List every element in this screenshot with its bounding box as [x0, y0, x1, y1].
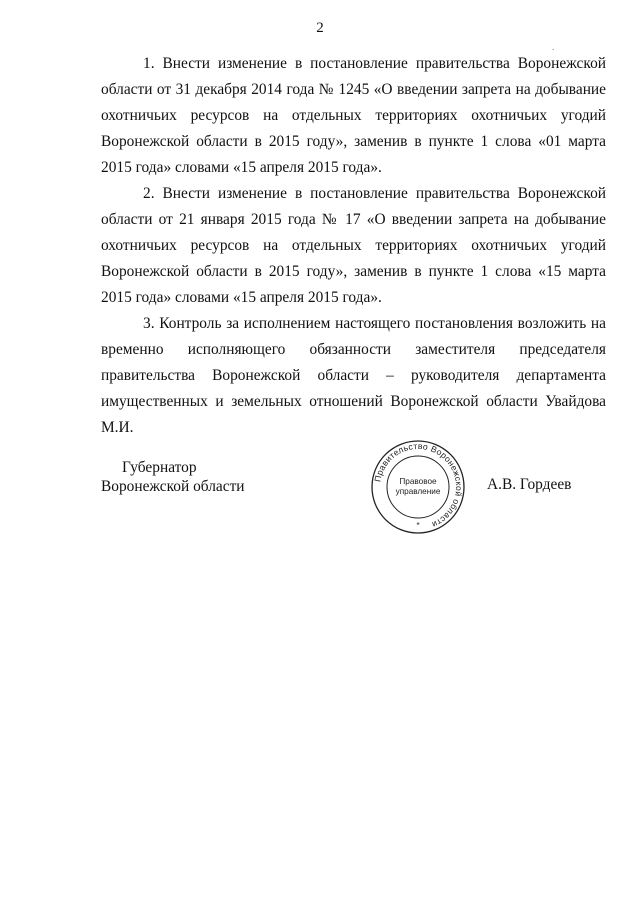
stamp-inner-line2: управление	[395, 487, 441, 496]
stamp-star: *	[416, 521, 420, 530]
signatory-title-line2: Воронежской области	[101, 478, 245, 495]
signatory-title	[101, 458, 245, 496]
paragraph-3: 3. Контроль за исполнением настоящего постановления возложить на временно исполняющего обязанности заместителя председателя правительства Воронежской области – руководителя департамента имущественных и земельных отношений Воронежской области Увайдова М.И.	[101, 315, 606, 436]
signatory-title-line1: Губернатор	[122, 459, 197, 476]
approval-stamp	[370, 439, 466, 535]
margin-mark: .	[552, 42, 555, 52]
stamp-outer-text: Правительство Воронежской области	[372, 440, 465, 531]
signatory-name: А.В. Гордеев	[487, 476, 572, 493]
page-number: 2	[316, 20, 324, 36]
paragraph-1: 1. Внести изменение в постановление правительства Воронежской области от 31 декабря 2014 года № 1245 «О введении запрета на добывание охотничьих ресурсов на отдельных территориях охотничьих угодий Воронежской области в 2015 году», заменив в пункте 1 слова «01 марта 2015 года» словами «15 апреля 2015 года».	[101, 55, 606, 176]
stamp-inner-line1: Правовое	[399, 477, 437, 486]
paragraph-2: 2. Внести изменение в постановление правительства Воронежской области от 21 января 2015 года № 17 «О введении запрета на добывание охотничьих ресурсов на отдельных территориях охотничьих угодий Воронежской области в 2015 году», заменив в пункте 1 слова «15 марта 2015 года» словами «15 апреля 2015 года».	[101, 185, 606, 306]
